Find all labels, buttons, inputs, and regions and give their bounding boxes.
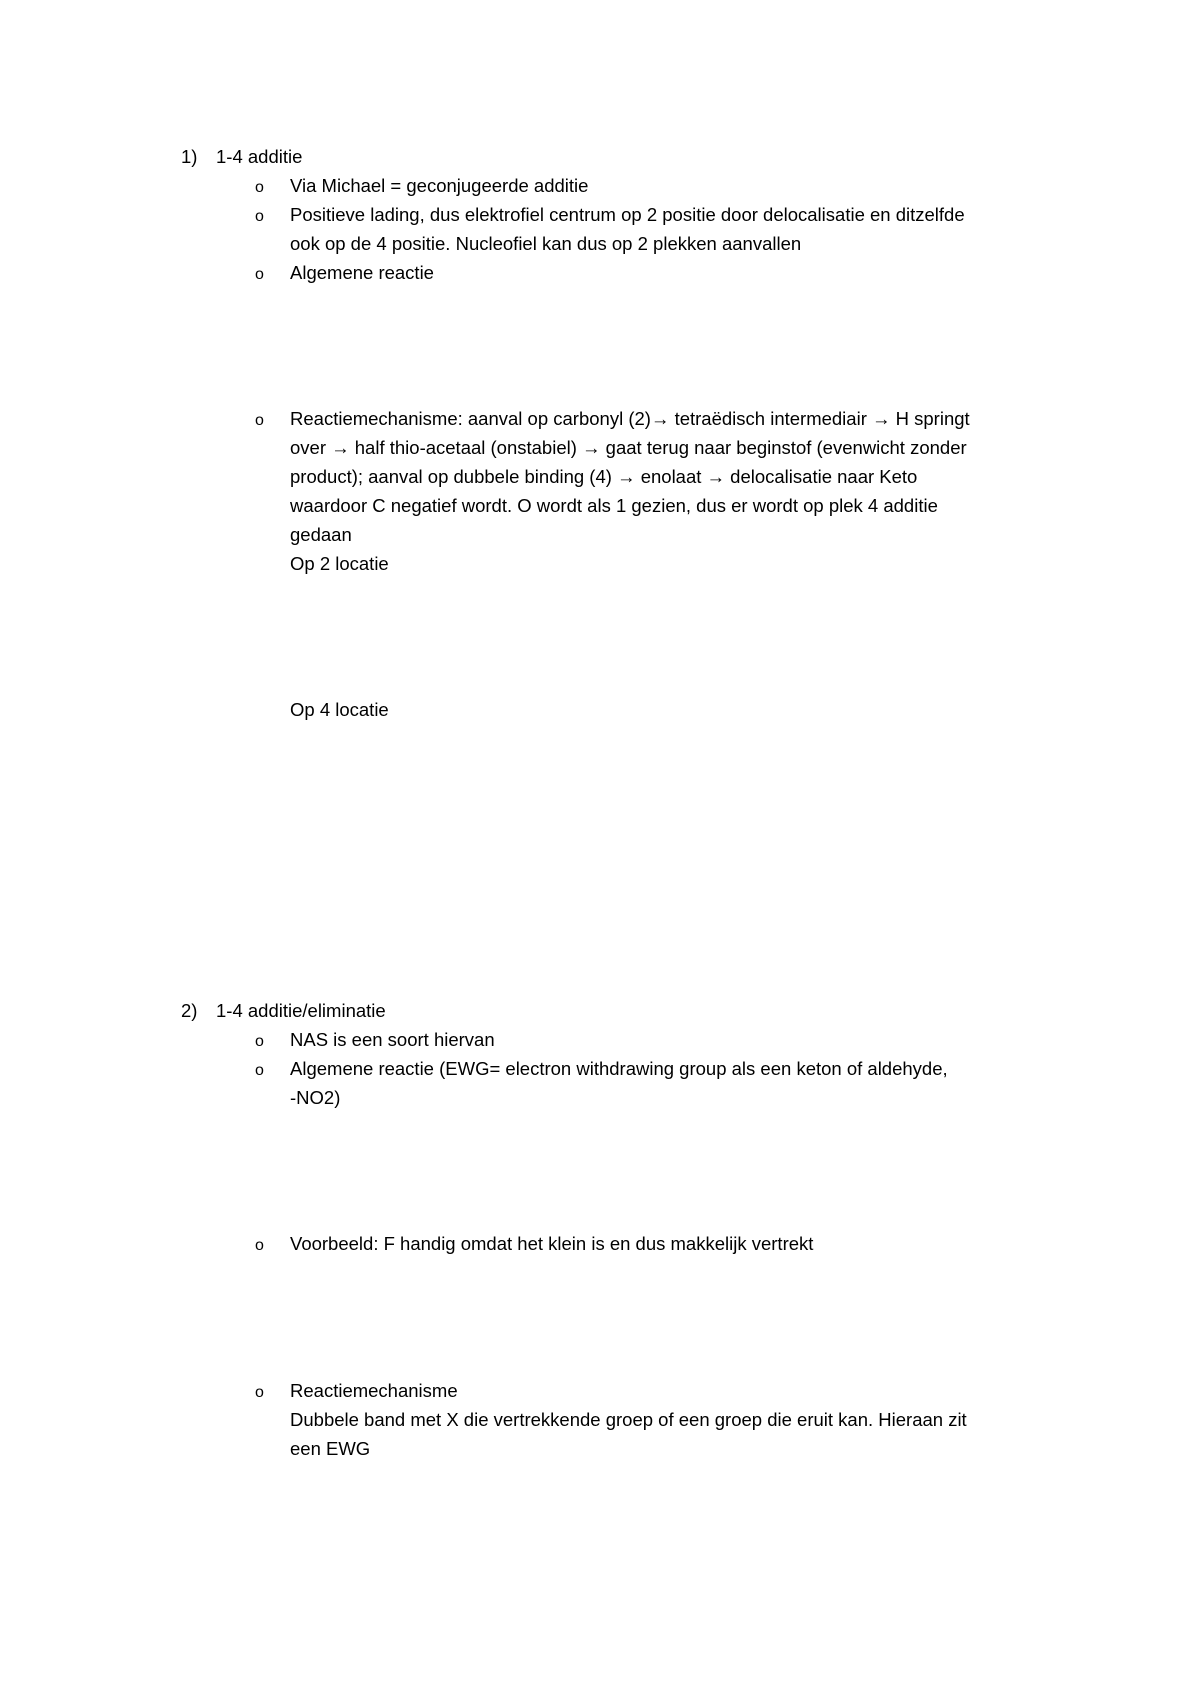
section-1-title: 1-4 additie — [216, 146, 303, 167]
bullet-marker: o — [255, 1033, 264, 1050]
bullet-text: Reactiemechanisme: aanval op carbonyl (2)→ tetraëdisch intermediair → H springt — [290, 408, 970, 429]
bullet-text-continuation: over → half thio-acetaal (onstabiel) → gaat terug naar beginstof (evenwicht zonder — [290, 437, 967, 458]
bullet-subheading: Op 4 locatie — [290, 699, 389, 720]
section-1-number: 1) — [181, 146, 198, 167]
bullet-text: NAS is een soort hiervan — [290, 1029, 495, 1050]
bullet-text: Algemene reactie (EWG= electron withdrawing group als een keton of aldehyde, — [290, 1058, 948, 1079]
bullet-marker: o — [255, 208, 264, 225]
bullet-text-continuation: product); aanval op dubbele binding (4) → enolaat → delocalisatie naar Keto — [290, 466, 918, 487]
bullet-marker: o — [255, 412, 264, 429]
bullet-marker: o — [255, 1062, 264, 1079]
bullet-text: Via Michael = geconjugeerde additie — [290, 175, 589, 196]
bullet-text-continuation: gedaan — [290, 524, 352, 545]
bullet-subheading: Op 2 locatie — [290, 553, 389, 574]
bullet-marker: o — [255, 1384, 264, 1401]
section-2-title: 1-4 additie/eliminatie — [216, 1000, 386, 1021]
bullet-text-continuation: ook op de 4 positie. Nucleofiel kan dus op 2 plekken aanvallen — [290, 233, 802, 254]
bullet-text: Positieve lading, dus elektrofiel centrum op 2 positie door delocalisatie en ditzelfde — [290, 204, 965, 225]
bullet-text: Reactiemechanisme — [290, 1380, 458, 1401]
bullet-marker: o — [255, 179, 264, 196]
bullet-text: Voorbeeld: F handig omdat het klein is en dus makkelijk vertrekt — [290, 1233, 814, 1254]
bullet-text-continuation: -NO2) — [290, 1087, 341, 1108]
bullet-marker: o — [255, 1237, 264, 1254]
bullet-text-continuation: een EWG — [290, 1438, 371, 1459]
bullet-text-continuation: Dubbele band met X die vertrekkende groep of een groep die eruit kan. Hieraan zit — [290, 1409, 967, 1430]
bullet-text-continuation: waardoor C negatief wordt. O wordt als 1 gezien, dus er wordt op plek 4 additie — [290, 495, 938, 516]
bullet-marker: o — [255, 266, 264, 283]
bullet-text: Algemene reactie — [290, 262, 434, 283]
section-2-number: 2) — [181, 1000, 198, 1021]
